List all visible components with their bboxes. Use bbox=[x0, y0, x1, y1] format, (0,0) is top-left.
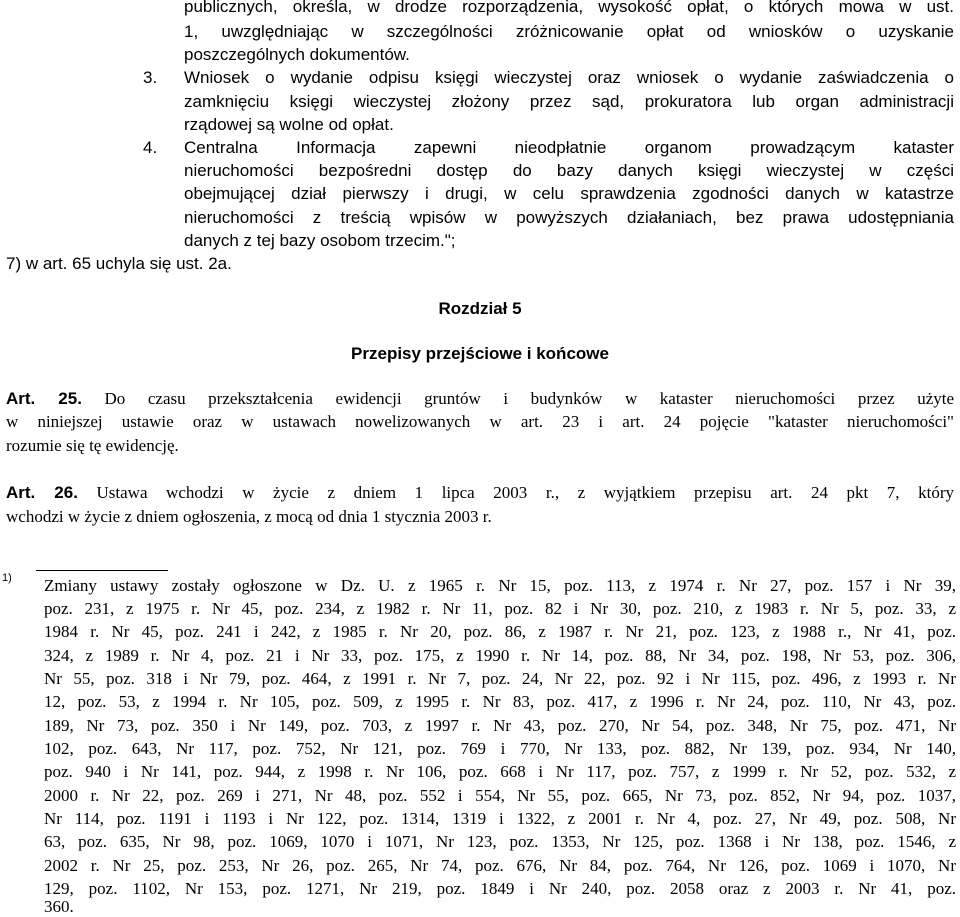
footnote-rule bbox=[36, 570, 168, 571]
paragraph-line: 1, uwzględniając w szczególności zróżnicowanie opłat od wniosków o uzyskanie bbox=[184, 22, 954, 41]
paragraph-line: obejmującej dział pierwszy i drugi, w celu sprawdzenia zgodności danych w katastrze bbox=[184, 184, 954, 203]
footnote-line: poz. 940 i Nr 141, poz. 944, z 1998 r. Nr 106, poz. 668 i Nr 117, poz. 757, z 1999 r. Nr 52, poz. 532, z bbox=[44, 762, 956, 781]
paragraph-line: nieruchomości bezpośredni dostęp do bazy danych księgi wieczystej w części bbox=[184, 161, 954, 180]
article-26-line-1 bbox=[6, 483, 954, 503]
footnote-line: 1984 r. Nr 45, poz. 241 i 242, z 1985 r. Nr 20, poz. 86, z 1987 r. Nr 21, poz. 123, z 1988 r., Nr 41, poz. bbox=[44, 622, 956, 641]
footnote-line: 360. bbox=[44, 897, 74, 916]
list-item: 7) w art. 65 uchyla się ust. 2a. bbox=[6, 254, 232, 273]
footnote-line: Nr 55, poz. 318 i Nr 79, poz. 464, z 1991 r. Nr 7, poz. 24, Nr 22, poz. 92 i Nr 115, poz. 496, z 1993 r. Nr bbox=[44, 669, 956, 688]
article-text: Do czasu przekształcenia ewidencji gruntów i budynków w kataster nieruchomości przez użyte bbox=[104, 389, 955, 408]
article-label: Art. 26. bbox=[6, 483, 78, 502]
footnote-line: 129, poz. 1102, Nr 153, poz. 1271, Nr 219, poz. 1849 i Nr 240, poz. 2058 oraz z 2003 r. Nr 41, poz. bbox=[44, 879, 956, 898]
paragraph-line: Centralna Informacja zapewni nieodpłatnie organom prowadzącym kataster bbox=[184, 138, 954, 157]
article-text: Ustawa wchodzi w życie z dniem 1 lipca 2003 r., z wyjątkiem przepisu art. 24 pkt 7, który bbox=[96, 483, 954, 502]
chapter-title: Rozdział 5 bbox=[438, 299, 522, 318]
paragraph-line: nieruchomości z treścią wpisów w powyższych działaniach, bez prawa udostępniania bbox=[184, 208, 954, 227]
paragraph-line: w niniejszej ustawie oraz w ustawach nowelizowanych w art. 23 i art. 24 pojęcie "kataster nieruchomości" bbox=[6, 412, 954, 431]
footnote-line: 12, poz. 53, z 1994 r. Nr 105, poz. 509, z 1995 r. Nr 83, poz. 417, z 1996 r. Nr 24, poz. 110, Nr 43, poz. bbox=[44, 692, 956, 711]
paragraph-line: poszczególnych dokumentów. bbox=[184, 45, 410, 64]
footnote-line: 189, Nr 73, poz. 350 i Nr 149, poz. 703, z 1997 r. Nr 43, poz. 270, Nr 54, poz. 348, Nr 75, poz. 471, Nr bbox=[44, 716, 956, 735]
chapter-subtitle: Przepisy przejściowe i końcowe bbox=[351, 344, 609, 363]
footnote-line: poz. 231, z 1975 r. Nr 45, poz. 234, z 1982 r. Nr 11, poz. 82 i Nr 30, poz. 210, z 1983 r. Nr 5, poz. 33, z bbox=[44, 599, 956, 618]
paragraph-line: Wniosek o wydanie odpisu księgi wieczystej oraz wniosek o wydanie zaświadczenia o bbox=[184, 68, 954, 87]
footnote-mark: 1) bbox=[2, 572, 12, 584]
article-label: Art. 25. bbox=[6, 389, 82, 408]
item-number: 4. bbox=[143, 138, 158, 157]
footnote-line: 2000 r. Nr 22, poz. 269 i 271, Nr 48, poz. 552 i 554, Nr 55, poz. 665, Nr 73, poz. 852, Nr 94, poz. 1037, bbox=[44, 786, 956, 805]
item-number: 3. bbox=[143, 68, 158, 87]
paragraph-line: rozumie się tę ewidencję. bbox=[6, 436, 179, 455]
paragraph-line: wchodzi w życie z dniem ogłoszenia, z mocą od dnia 1 stycznia 2003 r. bbox=[6, 507, 492, 526]
paragraph-line: danych z tej bazy osobom trzecim."; bbox=[184, 231, 456, 250]
footnote-line: 102, poz. 643, Nr 117, poz. 752, Nr 121, poz. 769 i 770, Nr 133, poz. 882, Nr 139, poz. 934, Nr 140, bbox=[44, 739, 956, 758]
paragraph-line: zamknięciu księgi wieczystej złożony przez sąd, prokuratora lub organ administracji bbox=[184, 92, 954, 111]
footnote-line: 2002 r. Nr 25, poz. 253, Nr 26, poz. 265, Nr 74, poz. 676, Nr 84, poz. 764, Nr 126, poz. 1069 i 1070, Nr bbox=[44, 856, 956, 875]
paragraph-line: publicznych, określa, w drodze rozporządzenia, wysokość opłat, o których mowa w ust. bbox=[184, 0, 954, 16]
footnote-line: Zmiany ustawy zostały ogłoszone w Dz. U. z 1965 r. Nr 15, poz. 113, z 1974 r. Nr 27, poz. 157 i Nr 39, bbox=[44, 576, 956, 595]
footnote-line: 324, z 1989 r. Nr 4, poz. 21 i Nr 33, poz. 175, z 1990 r. Nr 14, poz. 88, Nr 34, poz. 198, Nr 53, poz. 306, bbox=[44, 646, 956, 665]
footnote-line: Nr 114, poz. 1191 i 1193 i Nr 122, poz. 1314, 1319 i 1322, z 2001 r. Nr 4, poz. 27, Nr 49, poz. 508, Nr bbox=[44, 809, 956, 828]
paragraph-line: rządowej są wolne od opłat. bbox=[184, 115, 394, 134]
footnote-line: 63, poz. 635, Nr 98, poz. 1069, 1070 i 1071, Nr 123, poz. 1353, Nr 125, poz. 1368 i Nr 138, poz. 1546, z bbox=[44, 832, 956, 851]
article-25-line-1 bbox=[6, 389, 954, 409]
